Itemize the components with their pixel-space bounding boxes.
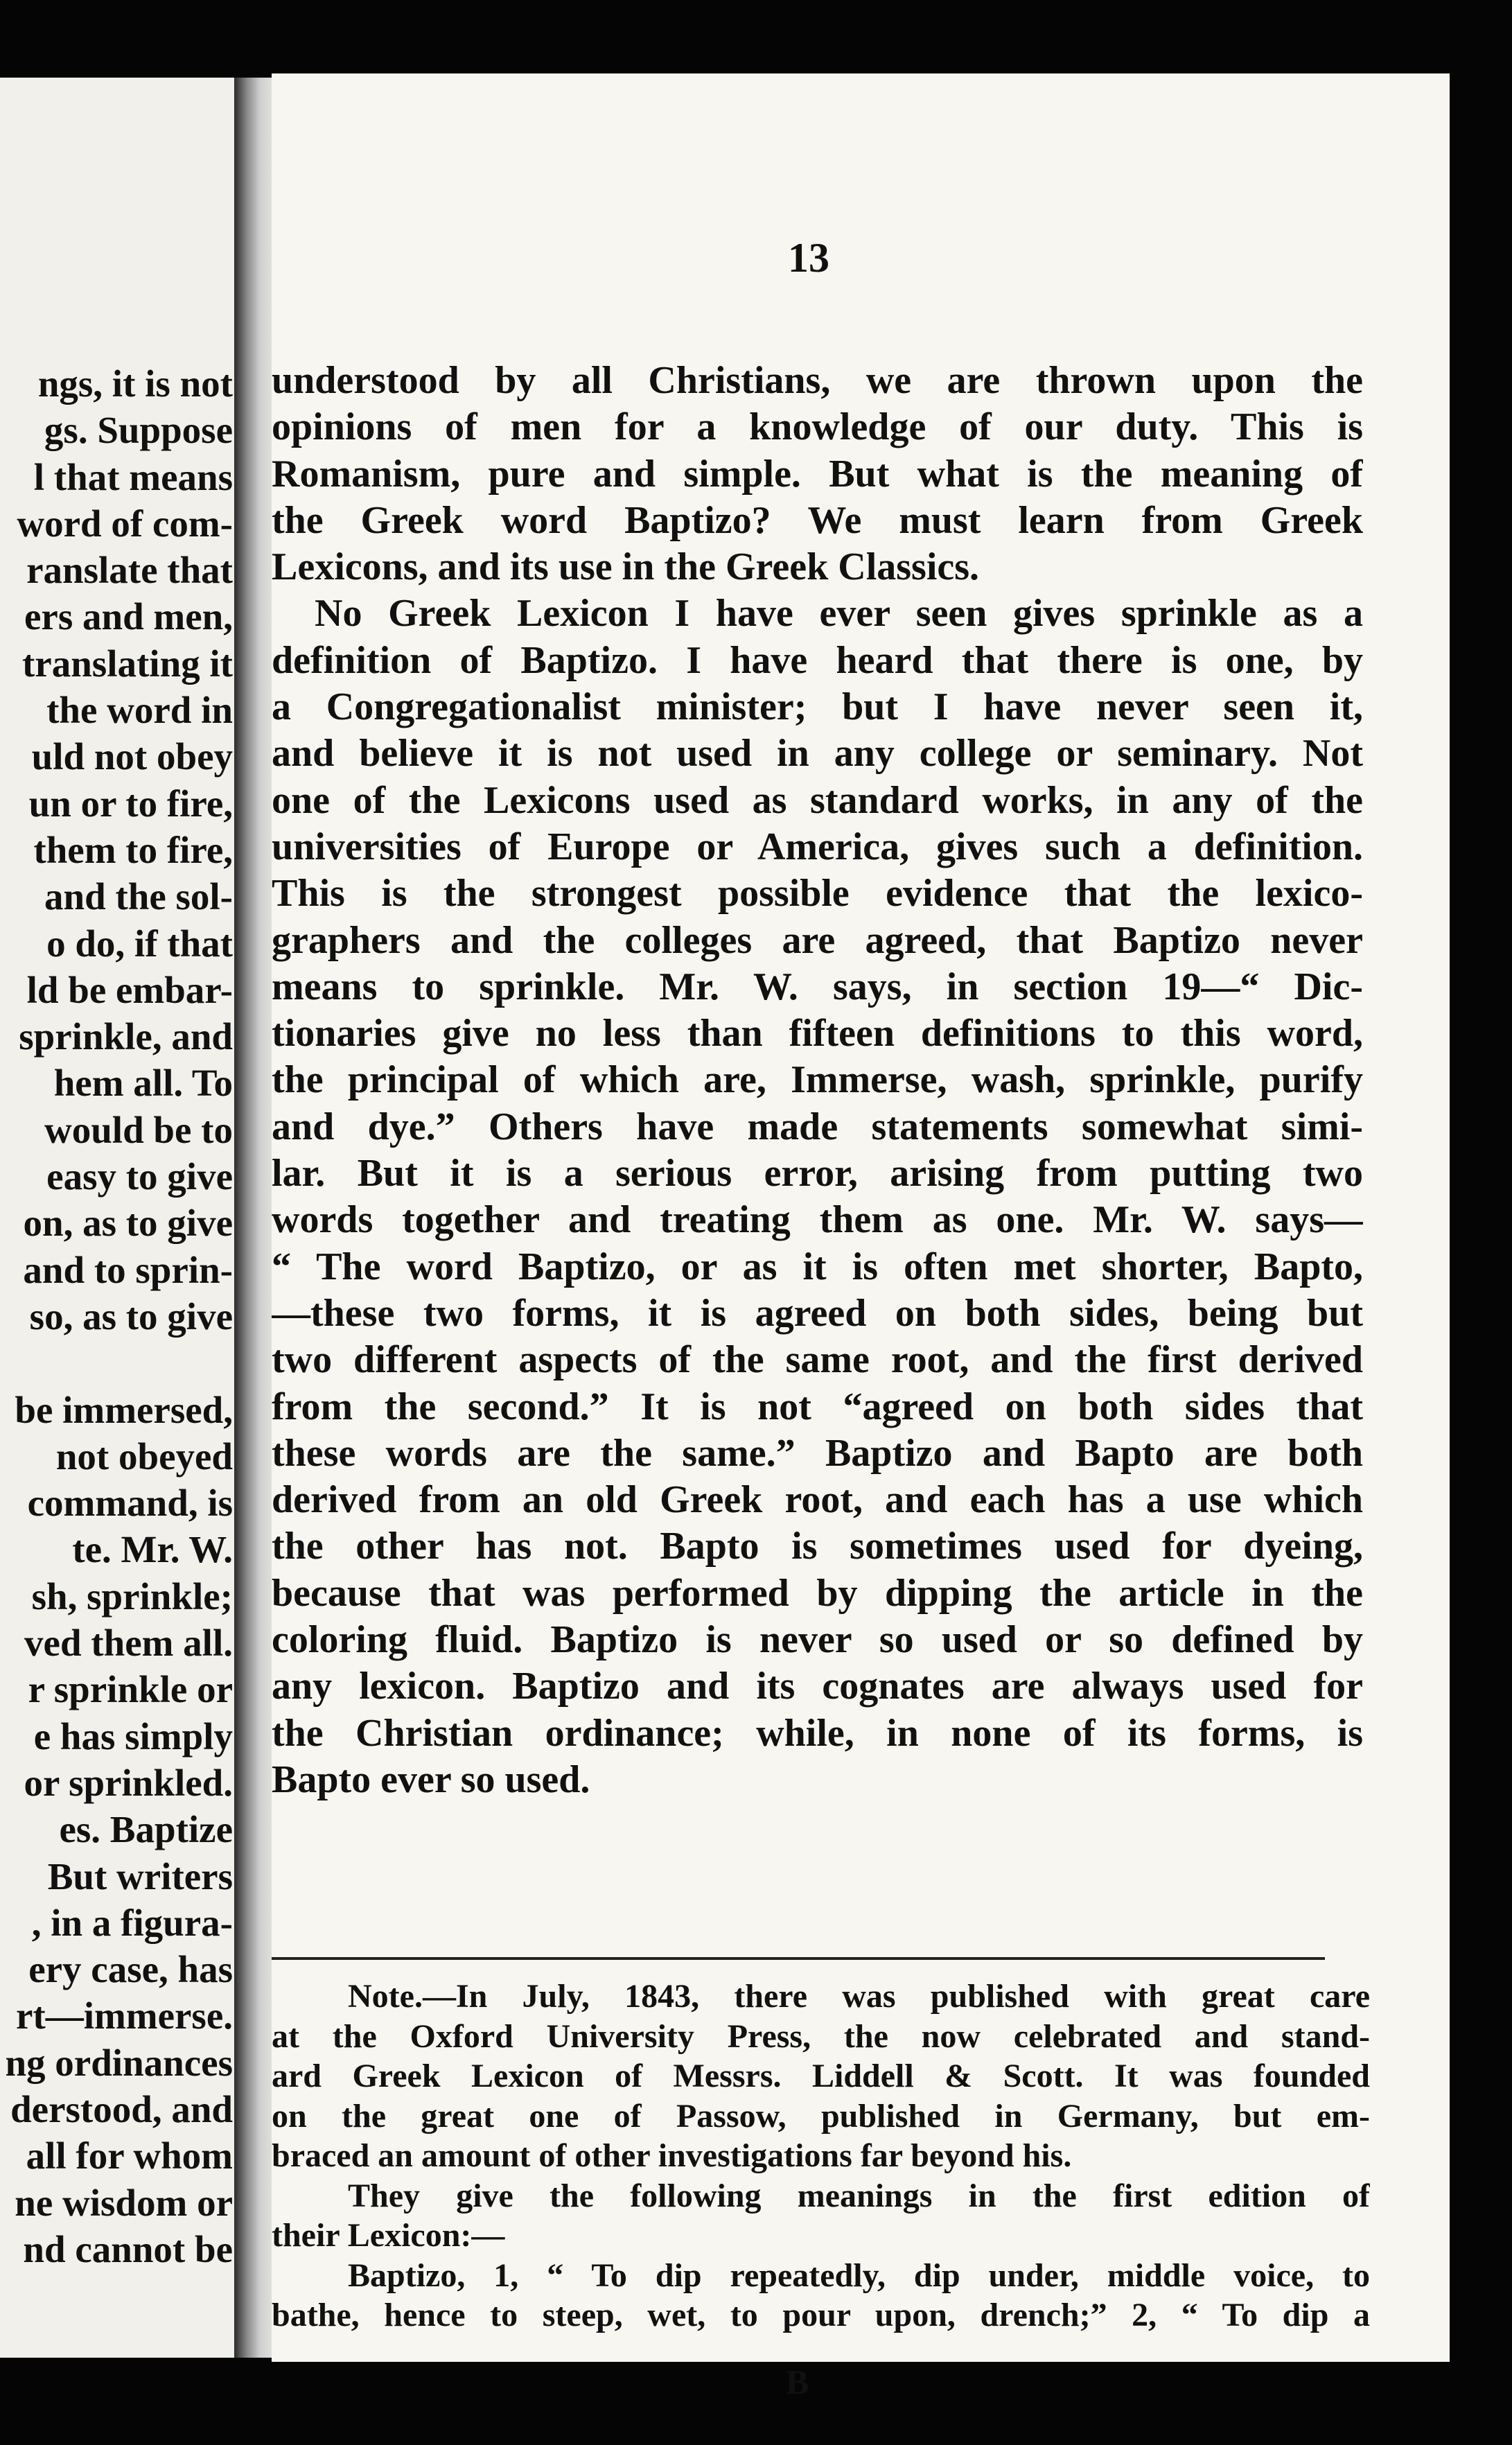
left-page-line: l that means <box>33 455 233 498</box>
body-line: and dye.” Others have made statements somewhat simi- <box>272 1105 1363 1148</box>
left-page-line: so, as to give <box>29 1295 233 1338</box>
body-line: means to sprinkle. Mr. W. says, in section 19—“ Dic- <box>272 965 1363 1008</box>
body-line: because that was performed by dipping the article in the <box>272 1571 1363 1615</box>
left-page-line: e has simply <box>33 1715 233 1758</box>
left-page-line: sh, sprinkle; <box>31 1575 233 1618</box>
left-page-line: r sprinkle or <box>28 1668 233 1711</box>
body-line: Lexicons, and its use in the Greek Classics. <box>272 545 980 589</box>
body-line: Bapto ever so used. <box>272 1758 590 1801</box>
left-page-line: hem all. To <box>53 1062 233 1105</box>
body-line: opinions of men for a knowledge of our duty. This is <box>272 405 1363 449</box>
left-page-line: the word in <box>46 689 233 732</box>
left-page-line: derstood, and <box>10 2087 233 2130</box>
left-page-line: them to fire, <box>33 828 233 871</box>
left-page-line: es. Baptize <box>59 1808 233 1851</box>
footnote-rule <box>272 1957 1325 1960</box>
left-page-line: ng ordinances <box>5 2041 233 2084</box>
footnote-line: They give the following meanings in the first edition of <box>348 2177 1370 2214</box>
left-page-line: , in a figura- <box>31 1901 233 1944</box>
book-gutter <box>234 78 277 2358</box>
left-page-text <box>0 360 233 2272</box>
body-line: one of the Lexicons used as standard works, in any of the <box>272 778 1363 822</box>
footnote-line: at the Oxford University Press, the now celebrated and stand- <box>272 2017 1370 2055</box>
body-line: these words are the same.” Baptizo and Bapto are both <box>272 1431 1363 1475</box>
left-page-line: command, is <box>27 1482 233 1525</box>
left-page-line: or sprinkled. <box>24 1761 233 1804</box>
left-page-line: translating it <box>21 642 233 685</box>
body-line: “ The word Baptizo, or as it is often met shorter, Bapto, <box>272 1245 1363 1288</box>
left-page-line: easy to give <box>46 1155 233 1198</box>
left-page-line: nd cannot be <box>23 2227 233 2270</box>
left-page-line: ne wisdom or <box>15 2181 233 2224</box>
left-page-line: rt—immerse. <box>15 1995 233 2038</box>
body-line: tionaries give no less than fifteen definitions to this word, <box>272 1012 1363 1055</box>
left-page-line: and the sol- <box>44 875 233 918</box>
left-page-line: But writers <box>47 1855 233 1898</box>
left-page-line: on, as to give <box>23 1202 233 1245</box>
left-page-line: gs. Suppose <box>44 409 233 452</box>
body-line: from the second.” It is not “agreed on both sides that <box>272 1385 1363 1428</box>
left-page-line: word of com- <box>17 502 233 545</box>
left-page-line: all for whom <box>26 2135 233 2177</box>
body-line: and believe it is not used in any college or seminary. Not <box>272 732 1363 775</box>
body-line: derived from an old Greek root, and each has a use which <box>272 1478 1363 1522</box>
left-page-line <box>0 1340 233 1386</box>
body-line: the principal of which are, Immerse, wash, sprinkle, purify <box>272 1058 1363 1102</box>
footnote-line: Baptizo, 1, “ To dip repeatedly, dip under, middle voice, to <box>348 2256 1370 2294</box>
body-line: graphers and the colleges are agreed, that Baptizo never <box>272 918 1363 962</box>
body-line: two different aspects of the same root, and the first derived <box>272 1338 1363 1382</box>
left-page-line: ved them all. <box>24 1622 233 1665</box>
body-line: lar. But it is a serious error, arising from putting two <box>272 1152 1363 1195</box>
body-line: the Greek word Baptizo? We must learn from Greek <box>272 498 1363 542</box>
left-page-line: and to sprin- <box>23 1248 233 1291</box>
left-page-line: te. Mr. W. <box>72 1528 233 1571</box>
body-line: the Christian ordinance; while, in none of its forms, is <box>272 1711 1363 1755</box>
body-line: words together and treating them as one. Mr. W. says— <box>272 1198 1363 1242</box>
footnote-line: on the great one of Passow, published in Germany, but em- <box>272 2097 1370 2135</box>
left-page-line: ers and men, <box>24 595 233 638</box>
left-page-line: o do, if that <box>46 922 233 965</box>
footnote-line: ard Greek Lexicon of Messrs. Liddell & Scott. It was founded <box>272 2058 1370 2094</box>
left-page-line: ranslate that <box>26 549 233 592</box>
body-line: understood by all Christians, we are thrown upon the <box>272 359 1363 402</box>
body-line: This is the strongest possible evidence that the lexico- <box>272 872 1363 915</box>
left-page-line: ery case, has <box>28 1948 233 1991</box>
body-line: coloring fluid. Baptizo is never so used or so defined by <box>272 1618 1363 1662</box>
body-line: No Greek Lexicon I have ever seen gives sprinkle as a <box>315 592 1363 636</box>
left-page-line: not obeyed <box>55 1435 233 1478</box>
body-line: —these two forms, it is agreed on both sides, being but <box>272 1291 1363 1335</box>
left-page-line: ld be embar- <box>26 968 233 1011</box>
footnote-line: their Lexicon:— <box>272 2217 505 2254</box>
page-number: 13 <box>788 235 829 281</box>
left-page-line: uld not obey <box>31 735 233 778</box>
body-line: the other has not. Bapto is sometimes used for dyeing, <box>272 1525 1363 1568</box>
left-page-line: would be to <box>44 1108 233 1151</box>
body-line: definition of Baptizo. I have heard that there is one, by <box>272 638 1363 682</box>
left-page-line: be immersed, <box>15 1388 233 1431</box>
footnote-line: bathe, hence to steep, wet, to pour upon, drench;” 2, “ To dip a <box>272 2297 1370 2333</box>
left-page-line: un or to fire, <box>28 782 233 825</box>
signature-mark: B <box>786 2363 809 2401</box>
footnote-line: braced an amount of other investigations far beyond his. <box>272 2137 1072 2174</box>
body-line: a Congregationalist minister; but I have never seen it, <box>272 685 1363 729</box>
body-line: Romanism, pure and simple. But what is the meaning of <box>272 452 1363 496</box>
footnote <box>272 1977 1370 2336</box>
left-facing-page <box>0 78 243 2358</box>
left-page-line: ngs, it is not <box>37 362 233 405</box>
body-line: any lexicon. Baptizo and its cognates are always used for <box>272 1665 1363 1708</box>
footnote-line: Note.—In July, 1843, there was published with great care <box>348 1978 1370 2015</box>
left-page-line: sprinkle, and <box>19 1015 233 1058</box>
right-page <box>272 73 1450 2401</box>
body-line: universities of Europe or America, gives such a definition. <box>272 825 1363 868</box>
body-text <box>272 358 1363 1803</box>
